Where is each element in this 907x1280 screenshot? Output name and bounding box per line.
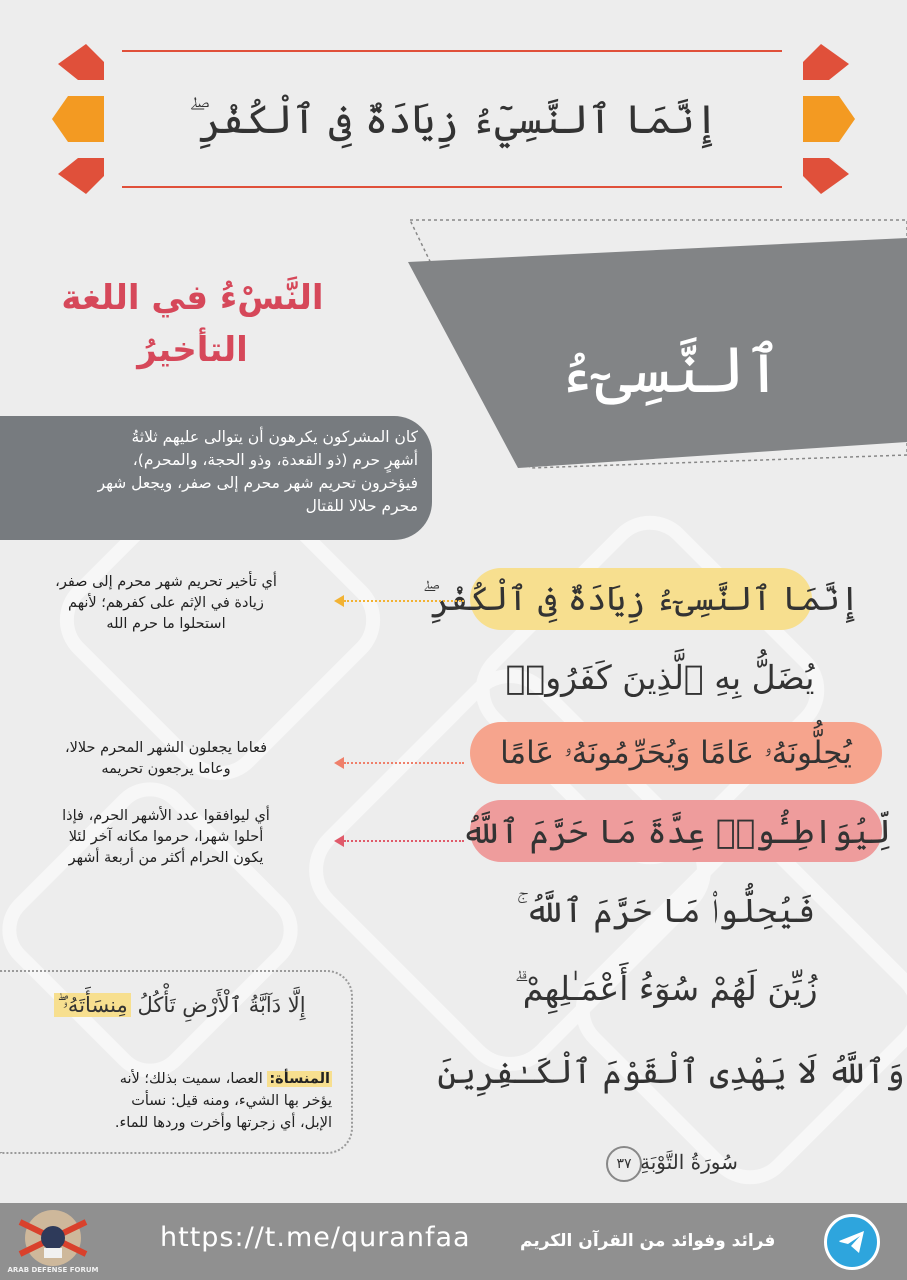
header-title: إِنَّمَا ٱلنَّسِيٓءُ زِيَادَةٌ فِى ٱلْكُفْرِ ۖ (188, 97, 719, 143)
left-ornament-icon (48, 44, 104, 194)
note-line: أي تأخير تحريم شهر محرم إلى صفر، (55, 574, 277, 590)
side-term: المنسأة: (269, 1071, 330, 1087)
footer-tagline: فرائد وفوائد من القرآن الكريم (520, 1231, 776, 1251)
note-2-connector (344, 762, 464, 764)
verse-5: فَيُحِلُّوا۟ مَا حَرَّمَ ٱللَّهُ ۚ (516, 891, 816, 930)
header-top-line (122, 50, 782, 52)
side-note-line: الإبل، أي زجرتها وأخرت وردها للماء. (114, 1115, 332, 1131)
forum-logo-icon (6, 1204, 100, 1278)
side-note (20, 1068, 332, 1134)
note-2 (16, 738, 316, 780)
side-verse-text: إِلَّا دَآبَّةُ ٱلْأَرْضِ تَأْكُلُ (137, 993, 306, 1017)
description-box (0, 416, 432, 540)
description-line: محرم حلالا للقتال (305, 497, 418, 515)
verse-4: لِّيُوَاطِـُٔوا۟ عِدَّةَ مَا حَرَّمَ ٱللَّهُ (470, 800, 882, 862)
note-3-arrow-icon (334, 835, 344, 847)
surah-name: سُورَةُ التَّوْبَةِ (640, 1150, 738, 1174)
note-1-connector (344, 600, 464, 602)
description-line: كان المشركون يكرهون أن يتوالى عليهم ثلاثةُ (131, 428, 418, 446)
verse-7: وَٱللَّهُ لَا يَهْدِى ٱلْقَوْمَ ٱلْكَـٰفِرِينَ (437, 1051, 905, 1091)
note-line: أحلوا شهرا، حرموا مكانه آخر لئلا (68, 829, 264, 845)
banner-word: ٱلنَّسِىٓءُ (557, 333, 783, 408)
side-verse (20, 993, 340, 1018)
language-meaning (20, 272, 365, 376)
note-line: فعاما يجعلون الشهر المحرم حلالا، (64, 740, 268, 756)
note-3-connector (344, 840, 464, 842)
side-note-line: العصا، سميت بذلك؛ لأنه (119, 1071, 268, 1087)
note-line: استحلوا ما حرم الله (106, 616, 226, 632)
verse-1: إِنَّمَا ٱلنَّسِىٓءُ زِيَادَةٌ فِى ٱلْكُفْرِ ۖ (470, 568, 812, 630)
note-1 (16, 572, 316, 635)
note-line: أي ليوافقوا عدد الأشهر الحرم، فإذا (62, 808, 270, 824)
description-line: أشهرٍ حرم (ذو القعدة، وذو الحجة، والمحرم)، (132, 451, 418, 469)
channel-link[interactable]: https://t.me/quranfaa (160, 1222, 471, 1253)
verse-6: زُيِّنَ لَهُمْ سُوٓءُ أَعْمَـٰلِهِمْ ۗ (514, 969, 818, 1008)
side-verse-highlight: مِنسَأَتَهُۥ ۖ (54, 993, 130, 1017)
description-line: فيؤخرون تحريم شهر محرم إلى صفر، ويجعل شهر (97, 474, 418, 492)
side-note-line: يؤخر بها الشيء، ومنه قيل: نسأت (131, 1093, 332, 1109)
telegram-icon (837, 1229, 867, 1255)
language-line-2: التأخيرُ (137, 330, 248, 370)
verse-number: ٣٧ (606, 1146, 642, 1182)
note-3 (16, 806, 316, 869)
note-2-arrow-icon (334, 757, 344, 769)
header-bottom-line (122, 186, 782, 188)
language-line-1: النَّسْءُ في اللغة (61, 278, 324, 318)
logo-text: ARAB DEFENSE FORUM (7, 1266, 99, 1274)
note-line: زيادة في الإثم على كفرهم؛ لأنهم (68, 595, 264, 611)
note-line: وعاما يرجعون تحريمه (101, 761, 231, 777)
verse-3: يُحِلُّونَهُۥ عَامًا وَيُحَرِّمُونَهُۥ عَامًا (470, 722, 882, 784)
verse-2: يُضَلُّ بِهِ ٱلَّذِينَ كَفَرُوا۟ (505, 657, 815, 697)
note-line: يكون الحرام أكثر من أربعة أشهر (68, 850, 264, 866)
telegram-button[interactable] (824, 1214, 880, 1270)
right-ornament-icon (803, 44, 859, 194)
note-1-arrow-icon (334, 595, 344, 607)
